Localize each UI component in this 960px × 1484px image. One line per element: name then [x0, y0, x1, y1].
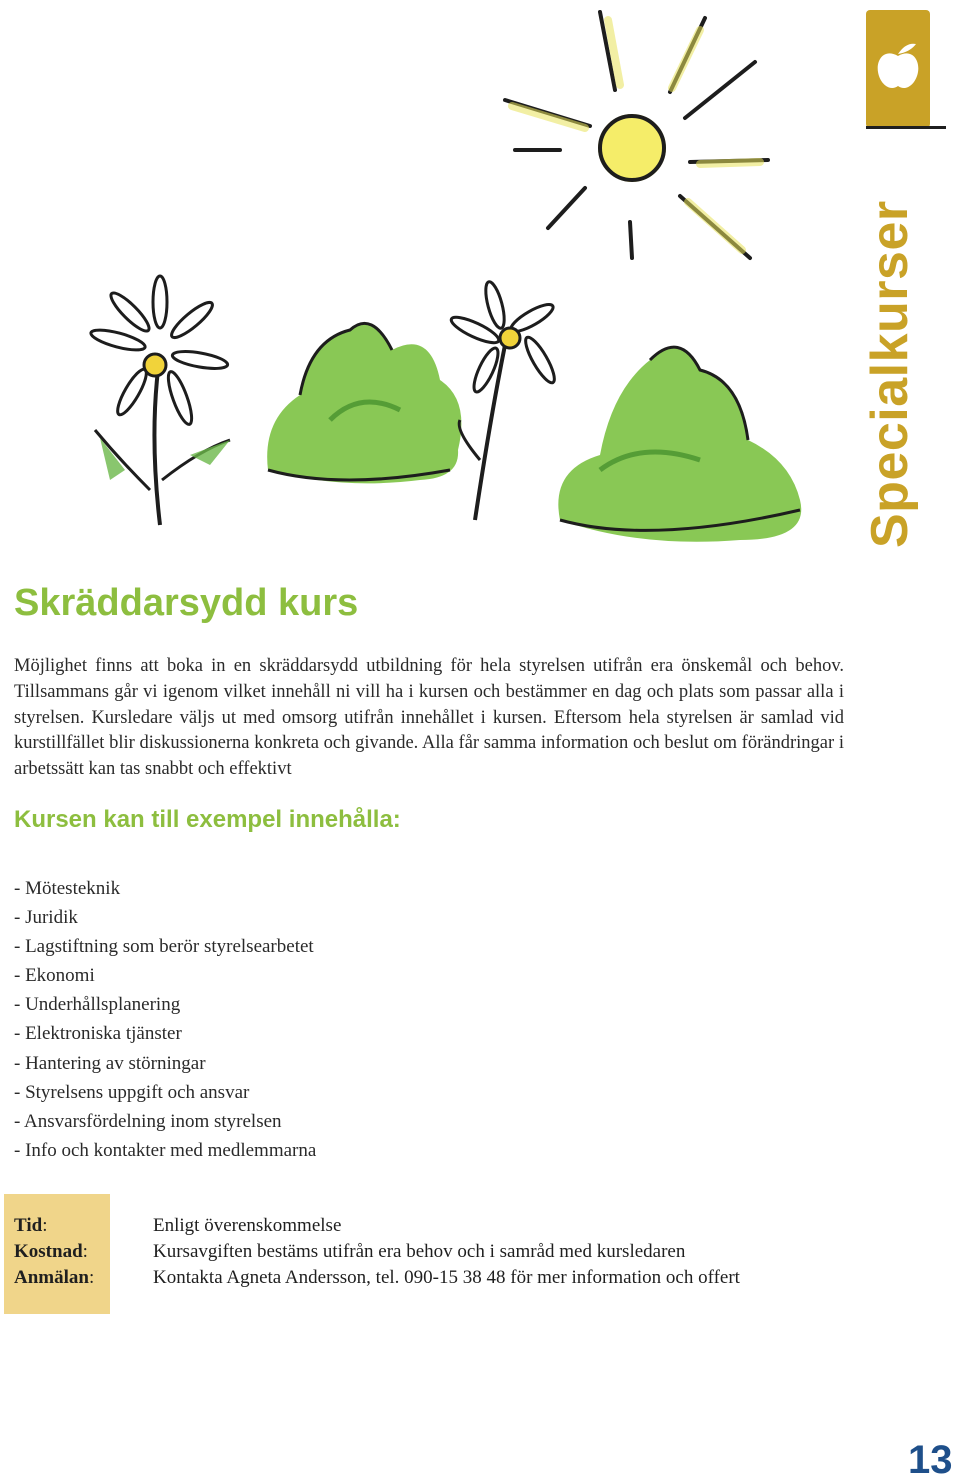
section-tab-underline — [866, 126, 946, 129]
nature-illustration — [0, 0, 860, 560]
apple-icon — [876, 36, 920, 92]
tid-label: Tid: — [14, 1215, 48, 1236]
list-item: - Info och kontakter med medlemmarna — [14, 1139, 317, 1161]
bush-left-icon — [267, 323, 461, 483]
tid-value: Enligt överenskommelse — [153, 1215, 342, 1236]
page-title: Skräddarsydd kurs — [14, 582, 359, 624]
sun-icon — [505, 12, 768, 258]
list-item: - Hantering av störningar — [14, 1052, 206, 1074]
list-item: - Mötesteknik — [14, 878, 121, 899]
list-item: - Ansvarsfördelning inom styrelsen — [14, 1110, 282, 1132]
list-item: - Ekonomi — [14, 965, 95, 987]
kostnad-label: Kostnad: — [14, 1241, 88, 1262]
content-subheading: Kursen kan till exempel innehålla: — [14, 806, 401, 833]
daisy-left-icon — [89, 276, 230, 525]
section-title: Specialkurser — [861, 200, 919, 548]
anmalan-value: Kontakta Agneta Andersson, tel. 090-15 38 48 för mer information och offert — [153, 1267, 740, 1288]
intro-paragraph: Möjlighet finns att boka in en skräddarsydd utbildning för hela styrelsen utifrån era önskemål och behov. Tillsammans går vi igenom vilket innehåll ni vill ha i kursen och bestämmer en dag och plats som passar alla i styrelsen. Kursledare väljs ut med omsorg utifrån innehållet i kursen. Eftersom hela styrelsen är samlad vid kurstillfället blir diskussionerna konkreta och givande. Alla får samma information och beslut om förändringar i arbetssätt kan tas snabbt och effektivt — [14, 656, 844, 780]
kostnad-value: Kursavgiften bestäms utifrån era behov och i samråd med kursledaren — [153, 1241, 686, 1262]
bush-right-icon — [558, 347, 801, 542]
list-item: - Styrelsens uppgift och ansvar — [14, 1081, 250, 1103]
anmalan-label: Anmälan: — [14, 1267, 95, 1288]
daisy-right-icon — [448, 280, 559, 520]
list-item: - Juridik — [14, 907, 78, 929]
list-item: - Underhållsplanering — [14, 994, 181, 1016]
page-number: 13 — [908, 1438, 953, 1482]
list-item: - Elektroniska tjänster — [14, 1023, 182, 1045]
topic-list — [14, 874, 316, 1165]
list-item: - Lagstiftning som berör styrelsearbetet — [14, 936, 314, 958]
